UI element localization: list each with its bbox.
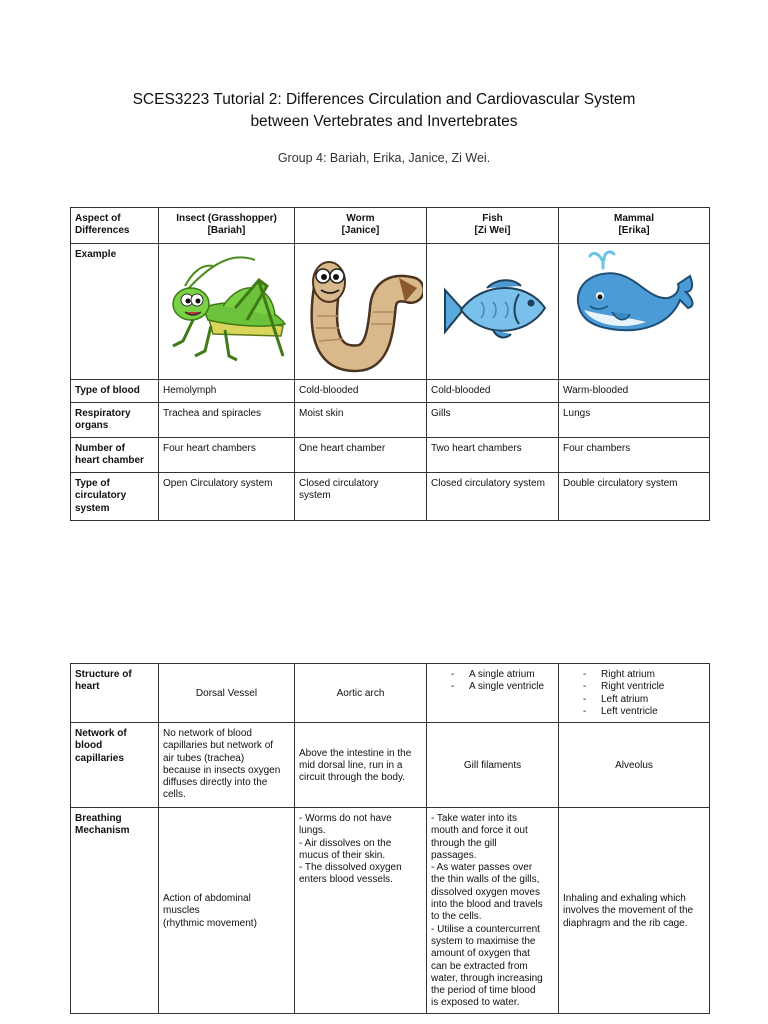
list-item: - Left atrium (583, 694, 705, 706)
column-header-insect: Insect (Grasshopper) [Bariah] (159, 208, 295, 244)
list-item: - Right atrium (583, 669, 705, 681)
row-label: Network of blood capillaries (71, 723, 159, 808)
table-cell: Four chambers (559, 438, 710, 473)
table-cell: Cold-blooded (427, 380, 559, 403)
structure-of-heart-row (71, 664, 710, 723)
row-label: Respiratory organs (71, 403, 159, 438)
table-row (71, 403, 710, 438)
comparison-table-2 (70, 663, 710, 1014)
group-members: Group 4: Bariah, Erika, Janice, Zi Wei. (277, 151, 491, 165)
table-cell: Closed circulatory system (427, 473, 559, 521)
row-label: Structure of heart (71, 664, 159, 723)
table-cell: Open Circulatory system (159, 473, 295, 521)
table-cell: Aortic arch (295, 664, 427, 723)
table-header-row (71, 208, 710, 244)
whale-cell (559, 244, 710, 380)
table-cell (559, 664, 710, 723)
table-cell: Trachea and spiracles (159, 403, 295, 438)
table-cell: One heart chamber (295, 438, 427, 473)
fish-cell (427, 244, 559, 380)
list-item: - Left ventricle (583, 706, 705, 718)
row-label: Breathing Mechanism (71, 808, 159, 1014)
breathing-mechanism-row (71, 808, 710, 1014)
table-cell: Two heart chambers (427, 438, 559, 473)
table-cell: Gill filaments (427, 723, 559, 808)
table-cell: Alveolus (559, 723, 710, 808)
title-line-1: SCES3223 Tutorial 2: Differences Circulation and Cardiovascular System (132, 91, 636, 108)
table-cell: Lungs (559, 403, 710, 438)
title-line-2: between Vertebrates and Invertebrates (250, 113, 518, 130)
row-label: Type of circulatory system (71, 473, 159, 521)
table-cell: Double circulatory system (559, 473, 710, 521)
table-cell: Action of abdominal muscles (rhythmic movement) (159, 808, 295, 1014)
network-of-capillaries-row (71, 723, 710, 808)
document-title (0, 89, 768, 133)
table-cell: - Take water into its mouth and force it out through the gill passages. - As water passes over the thin walls of the gills, dissolved oxygen moves into the blood and travels to the cells. - Utilise a countercurrent system to maximise the amount of oxygen that can be extracted from water, through increasing the period of time blood is exposed to water. (427, 808, 559, 1014)
table-cell: Inhaling and exhaling which involves the movement of the diaphragm and the rib cage. (559, 808, 710, 1014)
table-row (71, 380, 710, 403)
table-cell: - Worms do not have lungs. - Air dissolves on the mucus of their skin. - The dissolved oxygen enters blood vessels. (295, 808, 427, 1014)
table-row (71, 438, 710, 473)
row-label: Number of heart chamber (71, 438, 159, 473)
table-cell: Hemolymph (159, 380, 295, 403)
table-row (71, 473, 710, 521)
list-item: - A single ventricle (451, 681, 554, 693)
mammal-heart-list (563, 669, 705, 718)
example-row (71, 244, 710, 380)
column-header-fish: Fish [Zi Wei] (427, 208, 559, 244)
table-cell: Above the intestine in the mid dorsal line, run in a circuit through the body. (295, 723, 427, 808)
table-cell: Closed circulatory system (295, 473, 427, 521)
corner-header: Aspect of Differences (71, 208, 159, 244)
worm-illustration (299, 246, 423, 374)
table-cell: Moist skin (295, 403, 427, 438)
row-label: Type of blood (71, 380, 159, 403)
table-cell (427, 664, 559, 723)
fish-illustration (431, 246, 555, 374)
grasshopper-illustration (163, 246, 291, 374)
table-cell: Dorsal Vessel (159, 664, 295, 723)
list-item: - A single atrium (451, 669, 554, 681)
grasshopper-cell (159, 244, 295, 380)
table-cell: Cold-blooded (295, 380, 427, 403)
table-cell: No network of blood capillaries but network of air tubes (trachea) because in insects oxygen diffuses directly into the cells. (159, 723, 295, 808)
table-cell: Four heart chambers (159, 438, 295, 473)
example-label: Example (71, 244, 159, 380)
list-item: - Right ventricle (583, 681, 705, 693)
table-cell: Gills (427, 403, 559, 438)
table-cell: Warm-blooded (559, 380, 710, 403)
whale-illustration (564, 246, 704, 374)
worm-cell (295, 244, 427, 380)
column-header-mammal: Mammal [Erika] (559, 208, 710, 244)
fish-heart-list (431, 669, 554, 694)
comparison-table-1 (70, 207, 710, 521)
column-header-worm: Worm [Janice] (295, 208, 427, 244)
